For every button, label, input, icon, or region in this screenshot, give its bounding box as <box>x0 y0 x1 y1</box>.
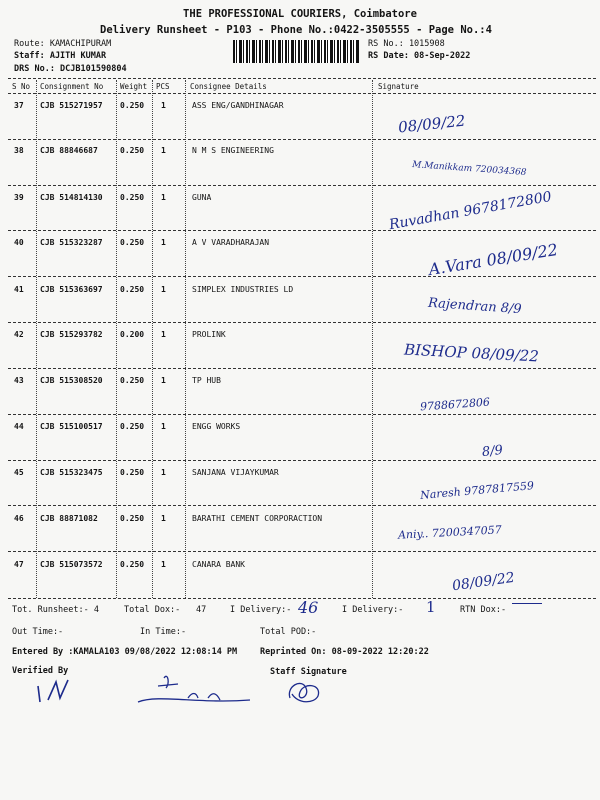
col-weight: Weight <box>120 82 148 91</box>
header-rule <box>8 93 596 94</box>
table-row <box>0 422 600 468</box>
col-consignee: Consignee Details <box>190 82 267 91</box>
row-rule <box>8 414 596 415</box>
row-consignee: SANJANA VIJAYKUMAR <box>192 468 279 477</box>
row-sno: 40 <box>14 238 24 247</box>
reprinted-on: Reprinted On: 08-09-2022 12:20:22 <box>260 647 429 657</box>
row-sno: 45 <box>14 468 24 477</box>
total-pod: Total POD:- <box>260 627 317 637</box>
table-row <box>0 376 600 422</box>
row-consignment: CJB 515073572 <box>40 560 103 569</box>
row-weight: 0.250 <box>120 285 145 294</box>
row-consignee: N M S ENGINEERING <box>192 146 274 155</box>
i-delivery-label-2: I Delivery:- <box>342 605 404 615</box>
verified-by: Verified By <box>12 666 69 676</box>
row-consignee: PROLINK <box>192 330 226 339</box>
row-sno: 41 <box>14 285 24 294</box>
row-sno: 38 <box>14 146 24 155</box>
table-top-rule <box>8 78 596 79</box>
row-sno: 42 <box>14 330 24 339</box>
row-rule <box>8 368 596 369</box>
row-consignee: TP HUB <box>192 376 221 385</box>
row-rule <box>8 185 596 186</box>
row-pcs: 1 <box>161 285 166 294</box>
total-dox-value: 47 <box>196 605 207 615</box>
table-row <box>0 188 600 239</box>
row-consignee: CANARA BANK <box>192 560 245 569</box>
row-consignment: CJB 88871082 <box>40 514 98 523</box>
row-signature: Rajendran 8/9 <box>427 295 523 318</box>
tot-runsheet: Tot. Runsheet:- 4 <box>12 605 99 615</box>
i-delivery-value-2: 1 <box>426 598 436 616</box>
row-weight: 0.250 <box>120 422 145 431</box>
row-rule <box>8 551 596 552</box>
row-sno: 37 <box>14 101 24 110</box>
row-sno: 43 <box>14 376 24 385</box>
row-weight: 0.200 <box>120 330 145 339</box>
rtn-dox-label: RTN Dox:- <box>460 605 507 615</box>
table-row <box>0 101 600 147</box>
row-signature: 9788672806 <box>419 395 491 414</box>
staff-signature-label: Staff Signature <box>270 667 347 677</box>
row-sno: 47 <box>14 560 24 569</box>
route-label: Route: KAMACHIPURAM <box>14 39 112 49</box>
row-consignee: GUNA <box>192 193 212 202</box>
row-consignee: ASS ENG/GANDHINAGAR <box>192 101 284 110</box>
rs-date: RS Date: 08-Sep-2022 <box>368 51 471 61</box>
row-signature: 08/09/22 <box>397 111 467 137</box>
row-consignment: CJB 515323287 <box>40 238 103 247</box>
drs-number: DRS No.: DCJB101590804 <box>14 64 127 74</box>
row-weight: 0.250 <box>120 560 145 569</box>
row-signature: 8/9 <box>481 442 504 461</box>
table-row <box>0 514 600 560</box>
row-signature: 08/09/22 <box>451 569 516 595</box>
row-sno: 44 <box>14 422 24 431</box>
row-weight: 0.250 <box>120 376 145 385</box>
row-pcs: 1 <box>161 101 166 110</box>
row-pcs: 1 <box>161 376 166 385</box>
row-consignee: ENGG WORKS <box>192 422 241 431</box>
row-rule <box>8 276 596 277</box>
row-signature: BISHOP 08/09/22 <box>403 340 540 366</box>
row-weight: 0.250 <box>120 238 145 247</box>
row-sno: 46 <box>14 514 24 523</box>
row-sno: 39 <box>14 193 24 202</box>
row-consignee: SIMPLEX INDUSTRIES LD <box>192 285 294 294</box>
row-weight: 0.250 <box>120 193 145 202</box>
row-consignee: BARATHI CEMENT CORPORACTION <box>192 514 323 523</box>
row-signature: Aniy.. 7200347057 <box>397 523 503 542</box>
row-rule <box>8 505 596 506</box>
row-weight: 0.250 <box>120 101 145 110</box>
entered-by: Entered By :KAMALA103 09/08/2022 12:08:14 PM <box>12 647 238 657</box>
row-consignment: CJB 514814130 <box>40 193 103 202</box>
table-row <box>0 468 600 514</box>
row-consignment: CJB 515293782 <box>40 330 103 339</box>
row-consignment: CJB 88846687 <box>40 146 98 155</box>
barcode <box>233 40 359 63</box>
row-consignment: CJB 515308520 <box>40 376 103 385</box>
i-delivery-value: 46 <box>298 598 319 617</box>
staff-signature-scribble-2 <box>282 676 332 706</box>
row-signature: Naresh 9787817559 <box>419 479 535 502</box>
staff-signature-scribble <box>128 670 258 708</box>
row-consignment: CJB 515363697 <box>40 285 103 294</box>
rtn-dox-dash <box>512 603 542 604</box>
row-consignee: A V VARADHARAJAN <box>192 238 270 247</box>
row-pcs: 1 <box>161 193 166 202</box>
row-consignment: CJB 515100517 <box>40 422 103 431</box>
row-consignment: CJB 515271957 <box>40 101 103 110</box>
table-row <box>0 238 600 284</box>
row-weight: 0.250 <box>120 468 145 477</box>
rs-number: RS No.: 1015908 <box>368 39 445 49</box>
i-delivery-label: I Delivery:- <box>230 605 292 615</box>
row-pcs: 1 <box>161 146 166 155</box>
row-rule <box>8 139 596 140</box>
total-dox-label: Total Dox:- <box>124 605 181 615</box>
row-rule <box>8 460 596 461</box>
company-title: THE PROFESSIONAL COURIERS, Coimbatore <box>183 8 417 20</box>
verifier-signature <box>34 676 84 706</box>
row-signature: M.Manikkam 720034368 <box>411 160 527 178</box>
row-rule <box>8 322 596 323</box>
col-consignment: Consignment No <box>40 82 104 91</box>
staff-label: Staff: AJITH KUMAR <box>14 51 107 61</box>
row-pcs: 1 <box>161 560 166 569</box>
row-pcs: 1 <box>161 422 166 431</box>
row-pcs: 1 <box>161 468 166 477</box>
row-rule <box>8 230 596 231</box>
runsheet-subtitle: Delivery Runsheet - P103 - Phone No.:0422-3505555 - Page No.:4 <box>100 24 492 36</box>
col-signature: Signature <box>378 82 419 91</box>
row-signature: Ruvadhan 9678172800 <box>387 188 553 234</box>
row-weight: 0.250 <box>120 146 145 155</box>
in-time: In Time:- <box>140 627 187 637</box>
row-pcs: 1 <box>161 514 166 523</box>
row-consignment: CJB 515323475 <box>40 468 103 477</box>
out-time: Out Time:- <box>12 627 64 637</box>
col-pcs: PCS <box>156 82 170 91</box>
row-pcs: 1 <box>161 330 166 339</box>
col-sno: S No <box>12 82 31 91</box>
row-pcs: 1 <box>161 238 166 247</box>
row-weight: 0.250 <box>120 514 145 523</box>
row-signature: A.Vara 08/09/22 <box>427 239 560 280</box>
table-row <box>0 330 600 376</box>
table-row <box>0 285 600 331</box>
